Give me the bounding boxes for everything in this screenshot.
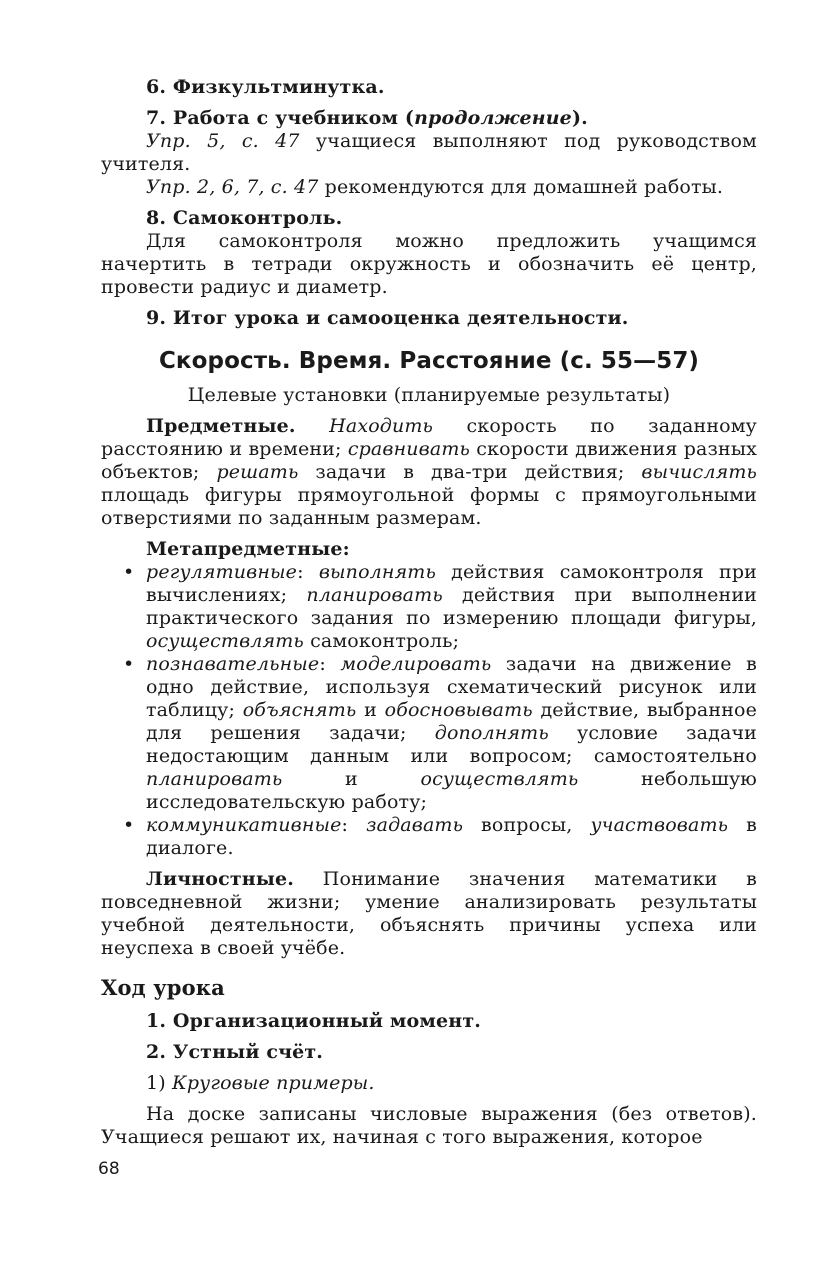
- text-run: :: [297, 561, 319, 583]
- text-run: площадь фигуры прямоугольной формы с прямоугольными отверстиями по заданным размерам.: [101, 484, 757, 529]
- substep-title: Круговые примеры.: [172, 1072, 375, 1094]
- verb: обосновывать: [384, 699, 533, 721]
- text-run: :: [341, 814, 367, 836]
- text-run: вопросы,: [463, 814, 591, 836]
- personal-results: [101, 868, 757, 960]
- text-run: Понимание значения математики в повседневной жизни; умение анализировать результаты учебной деятельности, объяснять причины успеха или неуспеха в своей учёбе.: [101, 868, 757, 959]
- bullet-icon: •: [123, 814, 135, 836]
- text-run: условие задачи недостающим данным или вопросом; самостоятельно: [146, 722, 757, 767]
- course-step-2: 2. Устный счёт.: [146, 1041, 324, 1063]
- text-run: скорости движения разных объектов;: [101, 438, 757, 483]
- category: коммуникативные: [146, 814, 342, 836]
- exercise-text: рекомендуются для домашней работы.: [318, 176, 724, 198]
- exercise-paragraph-2: [101, 176, 757, 199]
- board-paragraph: На доске записаны числовые выражения (без ответов). Учащиеся решают их, начиная с того выражения, которое: [101, 1103, 757, 1148]
- text-run: действия самоконтроля при вычислениях;: [146, 561, 757, 606]
- verb: Находить: [329, 415, 434, 437]
- text-run: [296, 415, 330, 437]
- verb: осуществлять: [420, 768, 579, 790]
- course-step-1: 1. Организационный момент.: [146, 1010, 482, 1032]
- exercise-ref: Упр. 2, 6, 7, с. 47: [146, 176, 319, 198]
- step-7-heading: [101, 107, 757, 130]
- text-run: скорость по заданному расстоянию и времени;: [101, 415, 757, 460]
- list-item-regulative: [101, 561, 757, 653]
- lesson-subtitle: Целевые установки (планируемые результаты): [187, 384, 671, 406]
- course-substep: [101, 1072, 757, 1095]
- verb: моделировать: [340, 653, 492, 675]
- page-body: [101, 76, 757, 1149]
- list-item-communicative: [101, 814, 757, 860]
- category: познавательные: [146, 653, 320, 675]
- section-heading: Ход урока: [101, 975, 225, 1000]
- text-run: задачи на движение в одно действие, используя схематический рисунок или таблицу;: [146, 653, 757, 721]
- substep-number: 1): [146, 1072, 172, 1094]
- text-run: самоконтроль;: [303, 630, 460, 652]
- verb: сравнивать: [347, 438, 471, 460]
- step-8-heading: 8. Самоконтроль.: [146, 207, 343, 229]
- meta-label: Метапредметные:: [146, 538, 350, 560]
- verb: вычислять: [641, 461, 757, 483]
- verb: осуществлять: [146, 630, 304, 652]
- exercise-text: учащиеся выполняют под руководством учителя.: [101, 130, 757, 175]
- text-run: в диалоге.: [146, 814, 757, 859]
- self-control-paragraph: Для самоконтроля можно предложить учащимся начертить в тетради окружность и обозначить её центр, провести радиус и диаметр.: [101, 230, 757, 298]
- subject-results: [101, 415, 757, 530]
- verb: дополнять: [434, 722, 549, 744]
- verb: участвовать: [590, 814, 729, 836]
- verb: выполнять: [318, 561, 436, 583]
- verb: решать: [216, 461, 299, 483]
- category: регулятивные: [146, 561, 298, 583]
- text-run: и: [356, 699, 385, 721]
- personal-label: Личностные.: [146, 868, 295, 890]
- text-run: задачи в два-три действия;: [298, 461, 642, 483]
- step-9-heading: 9. Итог урока и самооценка деятельности.: [146, 307, 629, 329]
- step-7-italic: продолжение: [414, 107, 572, 129]
- meta-list: [101, 561, 757, 860]
- verb: планировать: [306, 584, 443, 606]
- text-run: и: [282, 768, 421, 790]
- verb: объяснять: [242, 699, 357, 721]
- lesson-title: Скорость. Время. Расстояние (с. 55—57): [158, 348, 700, 374]
- text-run: действия при выполнении практического задания по измерению площади фигуры,: [146, 584, 757, 629]
- text-run: действие, выбранное для решения задачи;: [146, 699, 758, 744]
- verb: задавать: [366, 814, 464, 836]
- page-number: 68: [98, 1159, 120, 1179]
- list-item-cognitive: [101, 653, 757, 814]
- text-run: :: [319, 653, 341, 675]
- verb: планировать: [146, 768, 283, 790]
- step-6-heading: 6. Физкультминутка.: [146, 76, 385, 98]
- bullet-icon: •: [123, 653, 135, 675]
- exercise-ref: Упр. 5, с. 47: [146, 130, 300, 152]
- exercise-paragraph-1: [101, 130, 757, 176]
- bullet-icon: •: [123, 561, 135, 583]
- step-7-end: ).: [571, 107, 588, 129]
- step-7-text: 7. Работа с учебником (: [146, 107, 415, 129]
- text-run: небольшую исследовательскую работу;: [146, 768, 757, 813]
- subject-label: Предметные.: [146, 415, 296, 437]
